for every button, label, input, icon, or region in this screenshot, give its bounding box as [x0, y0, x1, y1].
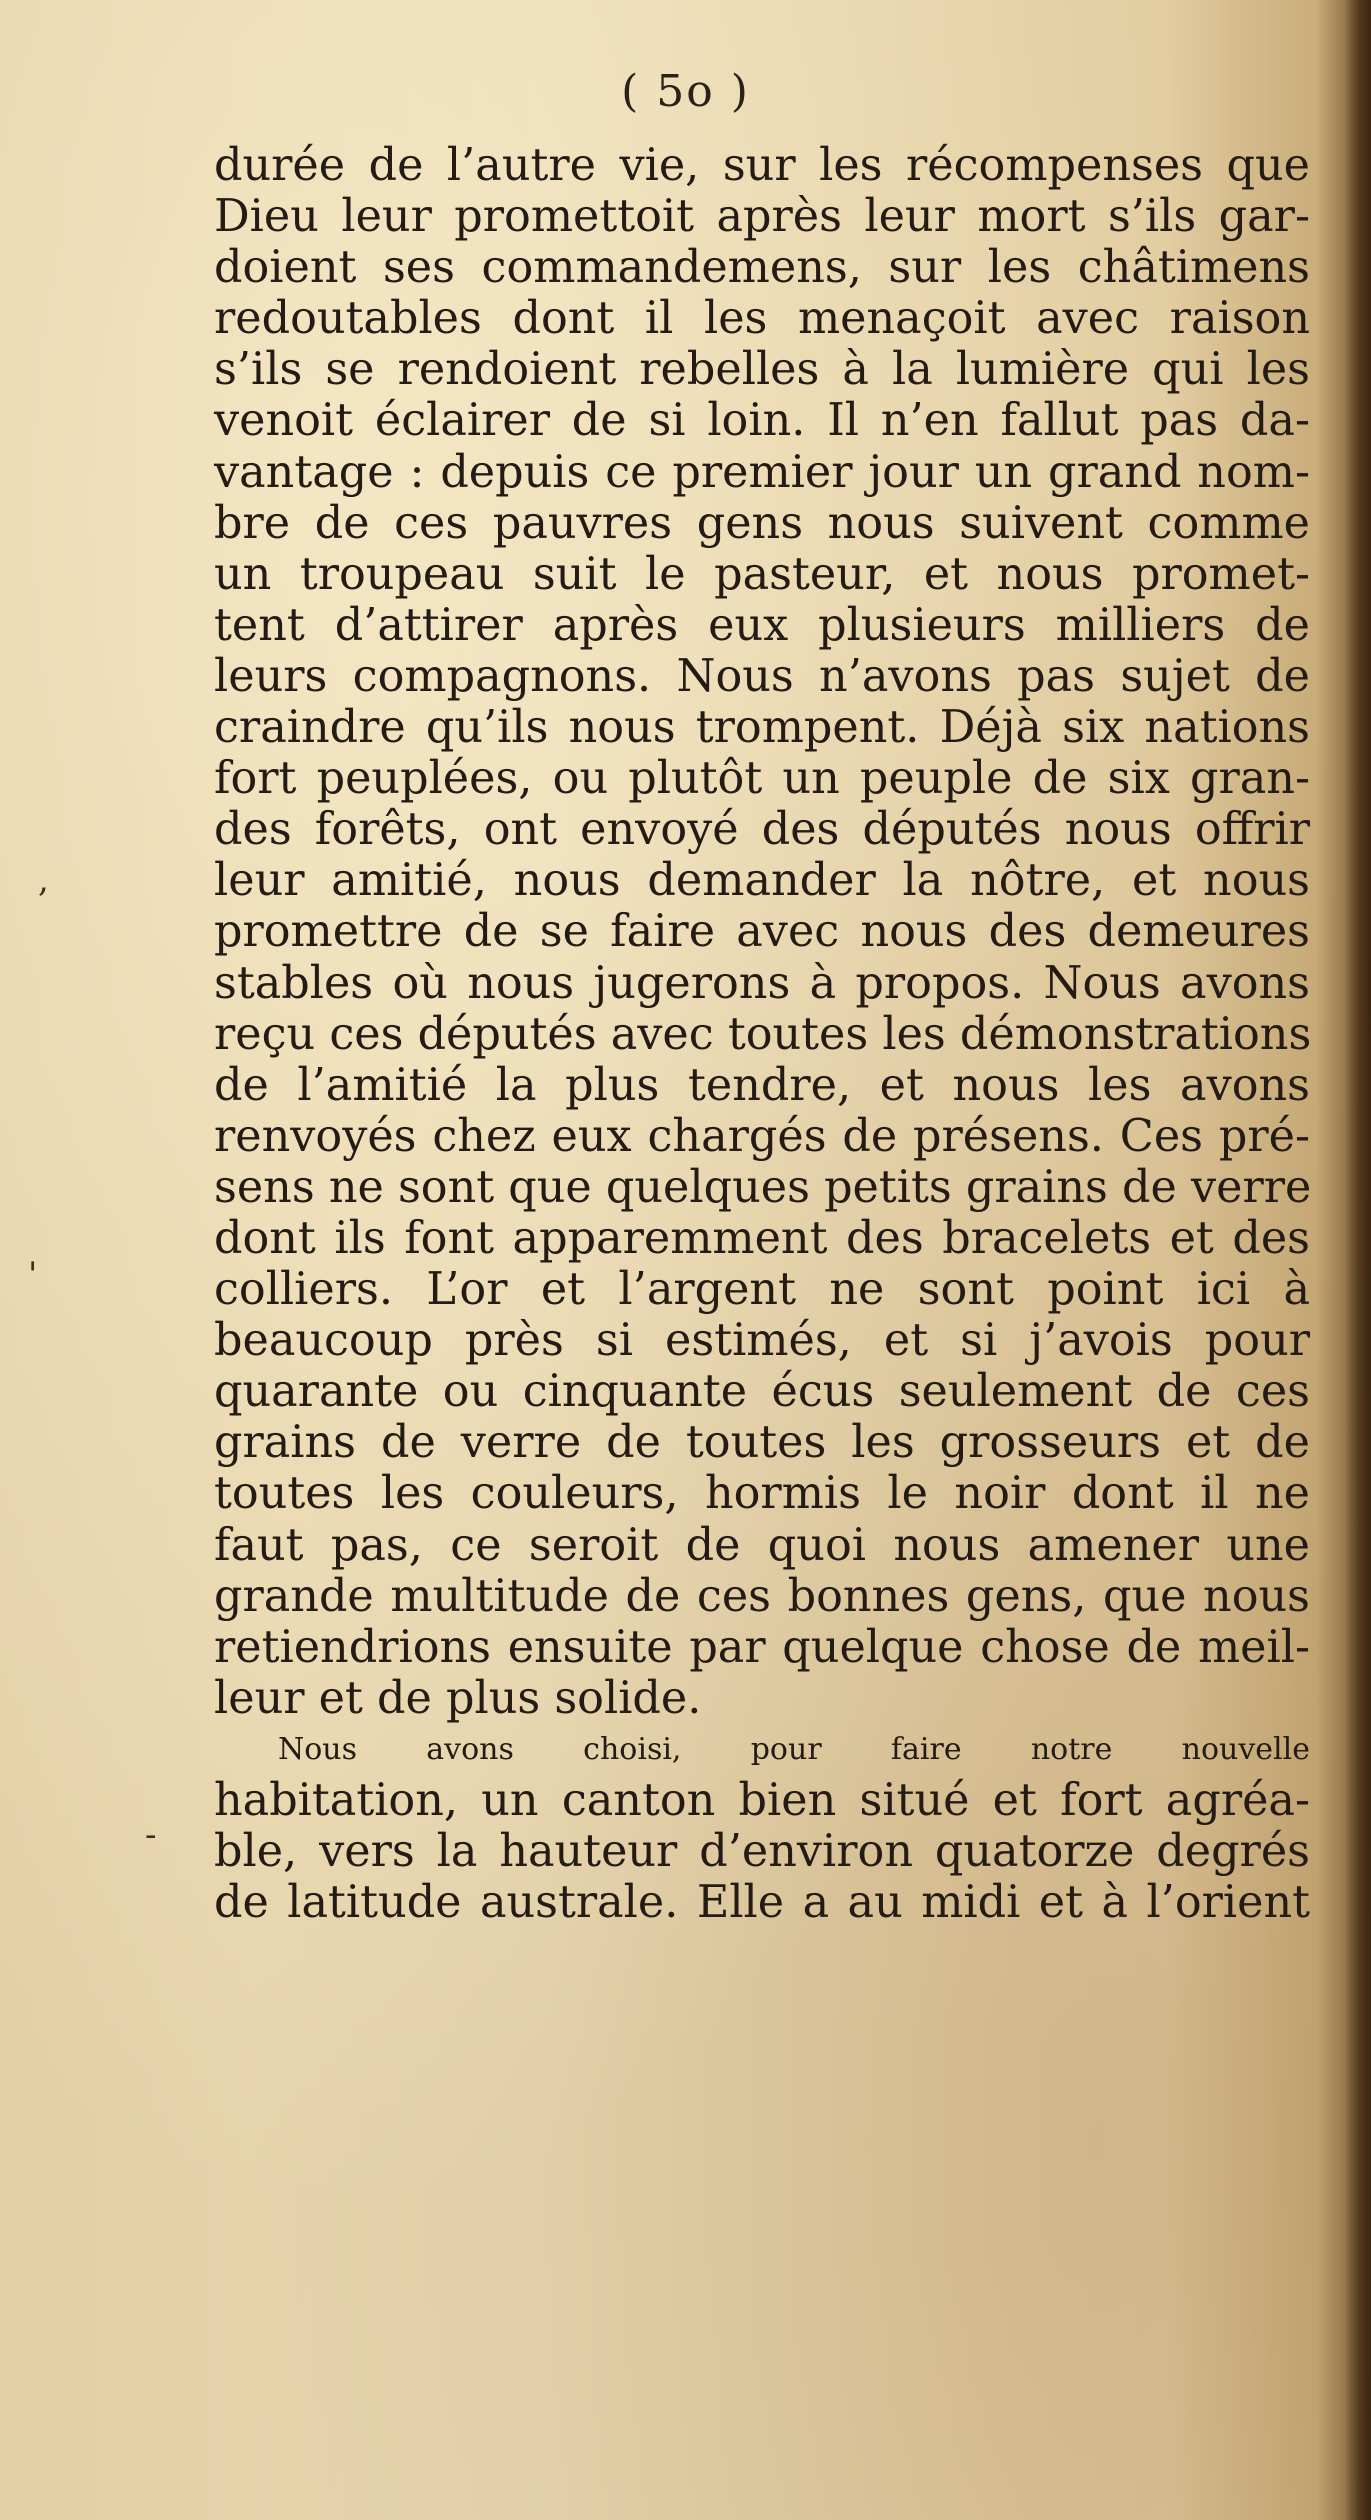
text-line: redoutables dont il les menaçoit avec raison [214, 293, 1310, 345]
text-line: promettre de se faire avec nous des demeures [214, 906, 1310, 958]
margin-mark: - [145, 1815, 157, 1855]
text-line: faut pas, ce seroit de quoi nous amener une [214, 1519, 1310, 1571]
text-line: leurs compagnons. Nous n’avons pas sujet de [214, 650, 1310, 702]
text-line: grains de verre de toutes les grosseurs et de [214, 1417, 1310, 1469]
text-line: retiendrions ensuite par quelque chose de meil- [214, 1621, 1310, 1673]
margin-mark: ' [28, 1255, 38, 1295]
text-line: doient ses commandemens, sur les châtimens [214, 242, 1310, 294]
text-line: leur et de plus solide. [214, 1672, 702, 1724]
text-line: fort peuplées, ou plutôt un peuple de six gran- [214, 753, 1310, 805]
text-line: bre de ces pauvres gens nous suivent comme [214, 497, 1310, 549]
text-line: craindre qu’ils nous trompent. Déjà six nations [214, 702, 1310, 754]
text-line: tent d’attirer après eux plusieurs milliers de [214, 599, 1310, 651]
text-line: ble, vers la hauteur d’environ quatorze degrés [214, 1826, 1310, 1878]
text-line: colliers. L’or et l’argent ne sont point ici à [214, 1264, 1310, 1316]
text-line: des forêts, ont envoyé des députés nous offrir [214, 804, 1310, 856]
body-text [214, 140, 1310, 1928]
page-binding-edge [1345, 0, 1371, 2520]
margin-mark: , [38, 860, 49, 900]
text-line: Dieu leur promettoit après leur mort s’ils gar- [214, 191, 1310, 243]
text-line: s’ils se rendoient rebelles à la lumière qui les [214, 344, 1310, 396]
text-line: quarante ou cinquante écus seulement de ces [214, 1366, 1310, 1418]
text-line: renvoyés chez eux chargés de présens. Ces pré- [214, 1110, 1310, 1162]
text-line: leur amitié, nous demander la nôtre, et nous [214, 855, 1310, 907]
text-line: toutes les couleurs, hormis le noir dont il ne [214, 1468, 1310, 1520]
text-line: venoit éclairer de si loin. Il n’en fallut pas da- [214, 395, 1310, 447]
text-line: grande multitude de ces bonnes gens, que nous [214, 1570, 1310, 1622]
text-line: reçu ces députés avec toutes les démonstrations [214, 1008, 1312, 1060]
text-line: habitation, un canton bien situé et fort agréa- [214, 1775, 1310, 1826]
text-line: de latitude australe. Elle a au midi et à l’orient [214, 1877, 1310, 1929]
text-line: vantage : depuis ce premier jour un grand nom- [214, 446, 1310, 498]
text-line: beaucoup près si estimés, et si j’avois pour [214, 1315, 1310, 1367]
text-line: dont ils font apparemment des bracelets et des [214, 1212, 1310, 1264]
text-line: stables où nous jugerons à propos. Nous avons [214, 957, 1310, 1009]
text-line: sens ne sont que quelques petits grains de verre [214, 1161, 1312, 1213]
text-line: durée de l’autre vie, sur les récompenses que [214, 140, 1310, 191]
text-line: Nous avons choisi, pour faire notre nouvelle [278, 1731, 1310, 1767]
text-line: un troupeau suit le pasteur, et nous promet- [214, 548, 1310, 600]
text-line: de l’amitié la plus tendre, et nous les avons [214, 1059, 1310, 1111]
page-number: ( 5o ) [621, 66, 750, 117]
